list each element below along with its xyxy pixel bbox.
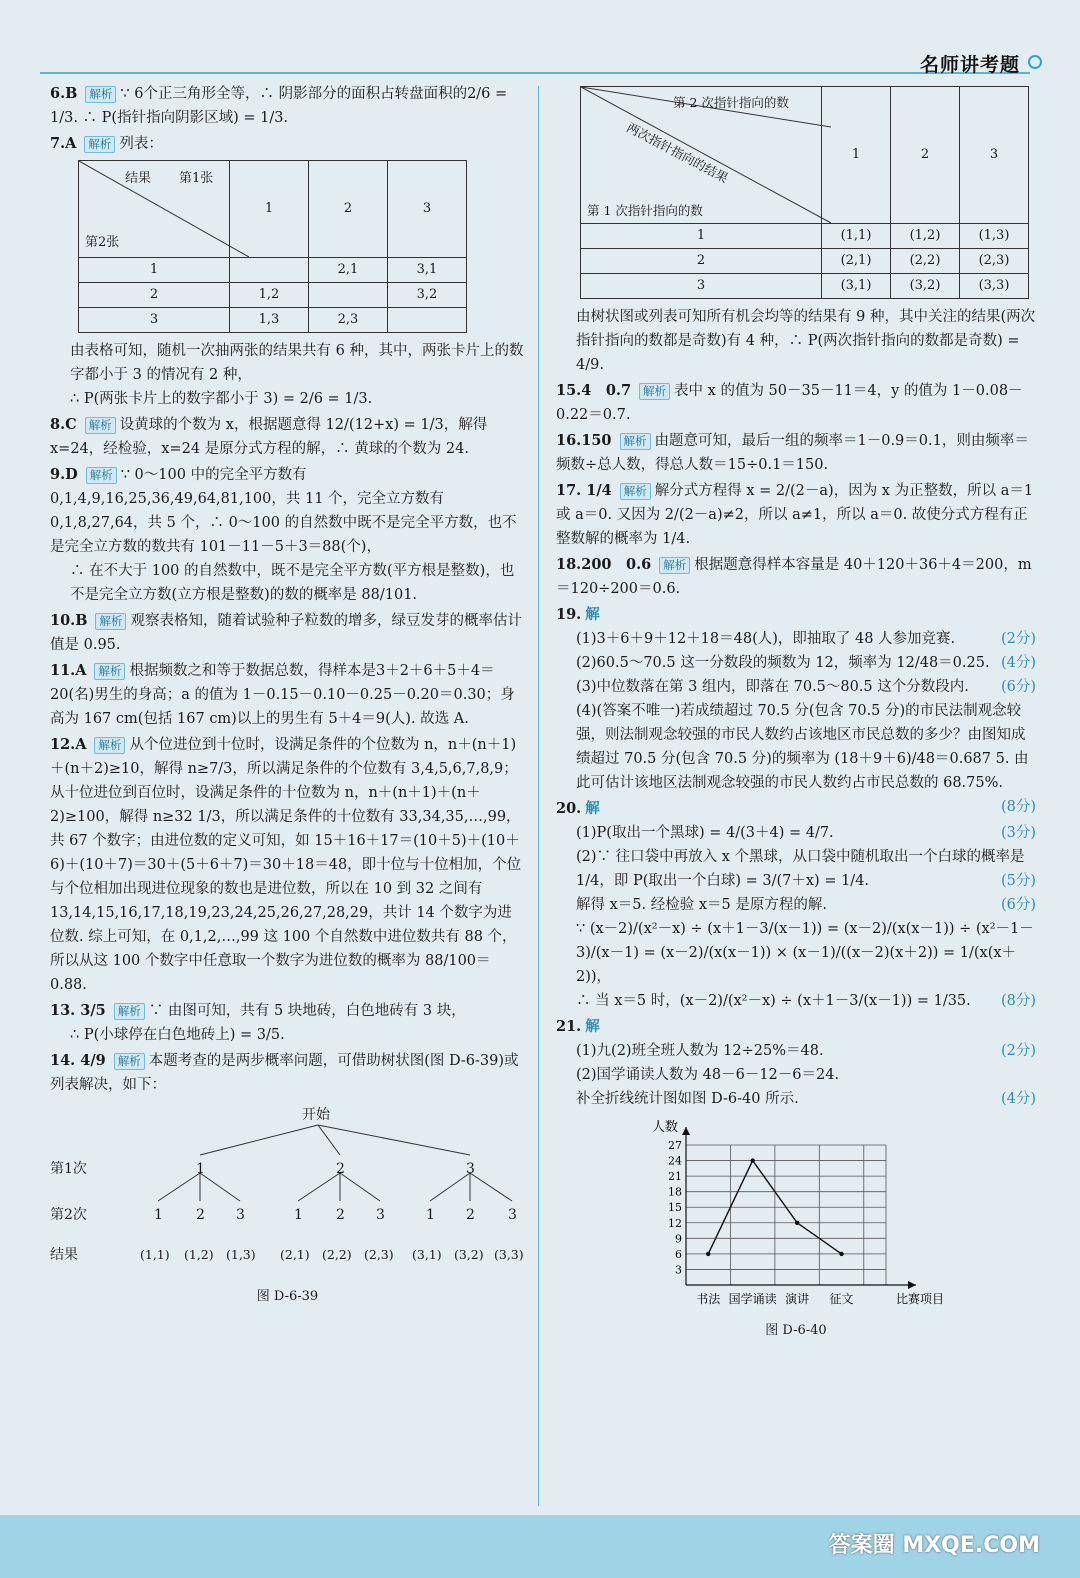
analysis-tag: 解析	[84, 136, 115, 153]
y-tick-label: 18	[668, 1185, 682, 1199]
question-text: ∴ 在不大于 100 的自然数中，既不是完全平方数(平方根是整数)，也不是完全立方数(立方根是整数)的数的概率是 88/101.	[70, 563, 515, 603]
table-cell: 1,3	[230, 308, 309, 333]
diagonal-header-cell	[581, 87, 822, 224]
answer-text: 解得 x＝5. 经检验 x＝5 是原方程的解.	[576, 897, 827, 913]
card-result-table	[78, 160, 467, 333]
diagonal-header-cell	[79, 161, 230, 258]
question-13	[50, 999, 525, 1047]
tree-node: 1	[196, 1161, 205, 1177]
tree-node: 2	[196, 1207, 205, 1223]
table-cell: 2	[79, 283, 230, 308]
tree-node: 2	[336, 1161, 345, 1177]
figure-caption: 图 D-6-39	[256, 1289, 319, 1304]
question-10	[50, 609, 525, 657]
diag-label-result: 结果	[125, 171, 152, 186]
data-point	[839, 1252, 843, 1256]
diag-label-second: 第2张	[85, 235, 120, 250]
table-cell: 3,2	[388, 283, 467, 308]
question-number: 20.	[556, 800, 582, 817]
data-point	[706, 1252, 710, 1256]
score: (2分)	[1000, 1043, 1036, 1059]
analysis-tag: 解析	[94, 737, 125, 754]
header-rule	[40, 72, 1030, 74]
solution-tag: 解	[585, 800, 600, 817]
tree-node: 1	[294, 1207, 303, 1223]
table-head: 2	[891, 87, 960, 224]
diag-label-bottom: 第 1 次指针指向的数	[587, 203, 703, 218]
table-cell: (3,3)	[960, 274, 1029, 299]
table-cell: 2,3	[309, 308, 388, 333]
answer-line	[556, 1087, 1036, 1111]
question-11	[50, 659, 525, 731]
tree-row-label: 结果	[50, 1247, 78, 1263]
question-8	[50, 413, 525, 461]
answer-line	[556, 651, 1036, 675]
question-number: 9.D	[50, 466, 78, 483]
answer-line	[556, 893, 1036, 917]
tree-result: (1,2)	[184, 1247, 214, 1262]
diag-label-mid: 两次指针指向的结果	[624, 119, 731, 186]
question-text: ∵ 6个正三角形全等，∴ 阴影部分的面积占转盘面积的2/6 = 1/3. ∴ P(指针指向阴影区域) = 1/3.	[50, 86, 508, 126]
tree-result: (3,1)	[412, 1247, 442, 1262]
tree-node: 1	[426, 1207, 435, 1223]
question-number: 21.	[556, 1018, 582, 1035]
tree-root: 开始	[302, 1107, 330, 1123]
question-text: ∴ P(两张卡片上的数字都小于 3) = 2/6 = 1/3.	[70, 391, 373, 407]
x-tick-label: 国学诵读	[728, 1292, 777, 1306]
table-head: 3	[960, 87, 1029, 224]
x-tick-label: 书法	[696, 1292, 721, 1306]
y-tick-label: 24	[668, 1154, 682, 1168]
answer-line	[556, 675, 1036, 699]
y-tick-label: 9	[675, 1232, 682, 1246]
y-axis-label: 人数	[652, 1120, 679, 1135]
analysis-tag: 解析	[620, 483, 651, 500]
table-row	[79, 258, 467, 283]
answer-line	[556, 917, 1036, 989]
analysis-tag: 解析	[620, 433, 651, 450]
question-text: 本题考查的是两步概率问题，可借助树状图(图 D-6-39)或列表解决，如下：	[50, 1053, 519, 1093]
analysis-tag: 解析	[114, 1003, 145, 1020]
question-text: 由表格可知，随机一次抽两张的结果共有 6 种，其中，两张卡片上的数字都小于 3 的情况有 2 种，	[70, 343, 524, 383]
table-cell: (2,2)	[891, 249, 960, 274]
question-21	[556, 1015, 1036, 1343]
table-row	[581, 274, 1029, 299]
question-number: 14. 4/9	[50, 1052, 106, 1069]
table-row	[581, 224, 1029, 249]
tree-row-label: 第2次	[50, 1207, 87, 1223]
question-number: 13. 3/5	[50, 1002, 106, 1019]
x-axis-arrow	[908, 1281, 916, 1289]
tree-result: (2,1)	[280, 1247, 310, 1262]
question-text: 由树状图或列表可知所有机会均等的结果有 9 种，其中关注的结果(两次指针指向的数都是奇数)有 4 种，∴ P(两次指针指向的数都是奇数) = 4/9.	[576, 309, 1036, 373]
tree-node: 2	[336, 1207, 345, 1223]
tree-node: 3	[508, 1207, 517, 1223]
table-cell: (1,2)	[891, 224, 960, 249]
question-number: 18.200 0.6	[556, 556, 652, 573]
y-tick-label: 6	[675, 1247, 682, 1261]
table-cell: 1,2	[230, 283, 309, 308]
tree-node: 1	[154, 1207, 163, 1223]
analysis-tag: 解析	[86, 467, 117, 484]
score: (8分)	[1000, 993, 1036, 1009]
figure-caption: 图 D-6-40	[765, 1323, 827, 1338]
question-17	[556, 479, 1036, 551]
y-axis-arrow	[682, 1127, 690, 1135]
answer-line	[556, 1063, 1036, 1087]
table-row	[581, 249, 1029, 274]
table-row	[79, 283, 467, 308]
table-cell: 2	[581, 249, 822, 274]
table-cell: (3,2)	[891, 274, 960, 299]
score: (2分)	[1000, 631, 1036, 647]
tree-result: (1,3)	[226, 1247, 256, 1262]
tree-result: (2,2)	[322, 1247, 352, 1262]
question-text: ∴ P(小球停在白色地砖上) = 3/5.	[70, 1027, 285, 1043]
table-cell: (1,3)	[960, 224, 1029, 249]
table-cell: 1	[79, 258, 230, 283]
question-text: 列表：	[119, 136, 163, 152]
table-cell	[309, 283, 388, 308]
answer-text: (3)中位数落在第 3 组内，即落在 70.5～80.5 这个分数段内.	[576, 679, 969, 695]
diag-label-top: 第 2 次指针指向的数	[673, 95, 789, 110]
question-text: ∵ 0～100 中的完全平方数有 0,1,4,9,16,25,36,49,64,81,100，共 11 个，完全立方数有 0,1,8,27,64，共 5 个，∴ 0～100 的自然数中既不是完全平方数，也不是完全立方数的数共有 101－11－5＋3＝88(个)，	[50, 467, 517, 555]
header-title: 名师讲考题	[919, 54, 1020, 76]
score: (6分)	[1000, 897, 1036, 913]
solution-tag: 解	[585, 1018, 600, 1035]
tree-node: 2	[466, 1207, 475, 1223]
analysis-tag: 解析	[114, 1053, 145, 1070]
score: (8分)	[1000, 799, 1036, 815]
y-tick-label: 27	[668, 1139, 682, 1152]
answer-line	[556, 989, 1036, 1013]
answer-text: (2)国学诵读人数为 48－6－12－6＝24.	[576, 1067, 840, 1083]
y-tick-label: 12	[668, 1216, 682, 1230]
solution-tag: 解	[585, 606, 600, 623]
answer-text: (2)∵ 往口袋中再放入 x 个黑球，从口袋中随机取出一个白球的概率是 1/4，即 P(取出一个白球) = 3/(7＋x) = 1/4.	[576, 849, 1025, 889]
score: (4分)	[1000, 1091, 1036, 1107]
table-cell: 2,1	[309, 258, 388, 283]
answer-text: (1)九(2)班全班人数为 12÷25%＝48.	[576, 1043, 824, 1059]
answer-line	[556, 845, 1036, 893]
answer-line	[556, 627, 1036, 651]
table-cell: 3,1	[388, 258, 467, 283]
question-9	[50, 463, 525, 607]
question-text: 由题意可知，最后一组的频率＝1－0.9＝0.1，则由频率＝频数÷总人数，得总人数＝15÷0.1＝150.	[556, 433, 1029, 473]
answer-text: 补全折线统计图如图 D-6-40 所示.	[576, 1091, 799, 1107]
x-tick-label: 演讲	[785, 1292, 810, 1306]
answer-text: (1)3＋6＋9＋12＋18＝48(人)，即抽取了 48 人参加竞赛.	[576, 631, 956, 647]
analysis-tag: 解析	[85, 417, 116, 434]
question-16	[556, 429, 1036, 477]
y-tick-label: 21	[668, 1170, 682, 1184]
table-cell: (1,1)	[822, 224, 891, 249]
y-tick-label: 15	[668, 1201, 682, 1215]
answer-line	[556, 821, 1036, 845]
question-6	[50, 82, 525, 130]
table-cell	[230, 258, 309, 283]
spinner-result-table	[580, 86, 1029, 299]
table-head: 1	[822, 87, 891, 224]
question-15	[556, 379, 1036, 427]
answer-text: (4)(答案不唯一)若成绩超过 70.5 分(包含 70.5 分)的市民法制观念较强，则法制观念较强的市民人数约占该地区市民总数的多少？由图知成绩超过 70.5 分(包含 70.5 分)的频率为 (18＋9＋6)/48＝0.687 5. 由此可估计该地区法制观念较强的市民人数约占市民总数的 68.75%.	[576, 703, 1029, 791]
table-cell: 3	[79, 308, 230, 333]
data-point	[795, 1221, 799, 1225]
analysis-tag: 解析	[94, 663, 125, 680]
tree-row-label: 第1次	[50, 1161, 87, 1177]
tree-result: (3,2)	[454, 1247, 484, 1262]
question-18	[556, 553, 1036, 601]
question-12	[50, 733, 525, 997]
y-tick-label: 3	[675, 1263, 682, 1277]
question-number: 8.C	[50, 416, 77, 433]
score: (6分)	[1000, 679, 1036, 695]
question-14	[50, 1049, 525, 1309]
analysis-tag: 解析	[639, 383, 670, 400]
column-divider	[538, 86, 539, 1506]
answer-text: (1)P(取出一个黑球) = 4/(3＋4) = 4/7.	[576, 825, 834, 841]
x-axis-label: 比赛项目	[896, 1292, 945, 1306]
question-number: 6.B	[50, 85, 78, 102]
right-column	[556, 82, 1036, 1345]
answer-text: ∵ (x－2)/(x²－x) ÷ (x＋1－3/(x－1)) = (x－2)/(x(x－1)) ÷ (x²－1－3)/(x－1) = (x－2)/(x(x－1)) × (x－1)/((x－2)(x＋2)) = 1/(x(x＋2))，	[576, 921, 1034, 985]
tree-result: (3,3)	[494, 1247, 524, 1262]
tree-result: (2,3)	[364, 1247, 394, 1262]
table-cell: (2,3)	[960, 249, 1029, 274]
tree-result: (1,1)	[140, 1247, 170, 1262]
question-number: 10.B	[50, 612, 88, 629]
data-point	[750, 1158, 754, 1162]
question-text: ∵ 由图可知，共有 5 块地砖，白色地砖有 3 块，	[148, 1003, 466, 1019]
question-text: 设黄球的个数为 x，根据题意得 12/(12+x) = 1/3，解得 x=24，经检验，x=24 是原分式方程的解，∴ 黄球的个数为 24.	[50, 417, 488, 457]
question-number: 15.4 0.7	[556, 382, 632, 399]
x-tick-label: 征文	[829, 1292, 854, 1306]
score: (5分)	[1000, 873, 1036, 889]
tree-node: 3	[236, 1207, 245, 1223]
answer-line	[556, 1039, 1036, 1063]
question-number: 7.A	[50, 135, 77, 152]
left-column	[50, 82, 525, 1311]
question-text: 根据频数之和等于数据总数，得样本是3＋2＋6＋5＋4＝20(名)男生的身高；a 的值为 1－0.15－0.10－0.25－0.20＝0.30；身高为 167 cm(包括 167 cm)以上的男生有 5＋4＝9(人). 故选 A.	[50, 663, 515, 727]
question-number: 17. 1/4	[556, 482, 612, 499]
question-7	[50, 132, 525, 411]
table-row	[79, 308, 467, 333]
table-cell: 3	[581, 274, 822, 299]
answer-text: (2)60.5～70.5 这一分数段的频数为 12，频率为 12/48＝0.25.	[576, 655, 990, 671]
watermark: 答案圈 MXQE.COM	[828, 1533, 1040, 1558]
question-text: 从个位进位到十位时，设满足条件的个位数为 n，n＋(n＋1)＋(n＋2)≥10，解得 n≥7/3，所以满足条件的个位数有 3,4,5,6,7,8,9；从十位进位到百位时，设满足条件的十位数为 n，n＋(n＋1)＋(n＋2)≥100，解得 n≥32 1/3，所以满足条件的十位数有 33,34,35,…,99，共 67 个数字；由进位数的定义可知，如 15＋16＋17＝(10＋5)＋(10＋6)＋(10＋7)＝30＋(5＋6＋7)＝30＋18＝48，即十位与十位相加，个位与个位相加出现进位现象的数也是进位数，所以在 10 到 32 之间有 13,14,15,16,17,18,19,23,24,25,26,27,28,29，共计 14 个数字为进位数. 综上可知，在 0,1,2,…,99 这 100 个自然数中进位数共有 88 个，所以从这 100 个数字中任意取一个数字为进位数的概率为 88/100＝0.88.	[50, 737, 522, 993]
analysis-tag: 解析	[85, 86, 116, 103]
tree-node: 3	[376, 1207, 385, 1223]
diag-label-first: 第1张	[179, 171, 214, 186]
tree-node: 3	[466, 1161, 475, 1177]
table-cell: (2,1)	[822, 249, 891, 274]
question-number: 16.150	[556, 432, 612, 449]
question-text: 观察表格知，随着试验种子粒数的增多，绿豆发芽的概率估计值是 0.95.	[50, 613, 522, 653]
table-cell: (3,1)	[822, 274, 891, 299]
score: (4分)	[1000, 655, 1036, 671]
tree-diagram	[50, 1103, 525, 1283]
question-number: 12.A	[50, 736, 87, 753]
analysis-tag: 解析	[95, 613, 126, 630]
question-number: 11.A	[50, 662, 87, 679]
question-text: 解分式方程得 x = 2/(2－a)，因为 x 为正整数，所以 a＝1 或 a＝0. 又因为 2/(2－a)≠2，所以 a≠1，所以 a＝0. 故使分式方程有正整数解的概率为 1/4.	[556, 483, 1034, 547]
circle-icon	[1028, 55, 1042, 69]
line-chart-svg	[646, 1117, 946, 1317]
table-cell	[388, 308, 467, 333]
table-head: 3	[388, 161, 467, 258]
question-text: 表中 x 的值为 50－35－11＝4，y 的值为 1－0.08－0.22＝0.7.	[556, 383, 1023, 423]
question-text: 根据题意得样本容量是 40＋120＋36＋4＝200，m＝120÷200＝0.6.	[556, 557, 1032, 597]
analysis-tag: 解析	[659, 557, 690, 574]
table-head: 2	[309, 161, 388, 258]
question-20	[556, 797, 1036, 1013]
line-chart	[646, 1117, 946, 1317]
answer-text: ∴ 当 x＝5 时，(x－2)/(x²－x) ÷ (x＋1－3/(x－1)) = 1/35.	[576, 993, 971, 1009]
table-head: 1	[230, 161, 309, 258]
question-number: 19.	[556, 606, 582, 623]
table-cell: 1	[581, 224, 822, 249]
score: (3分)	[1000, 825, 1036, 841]
